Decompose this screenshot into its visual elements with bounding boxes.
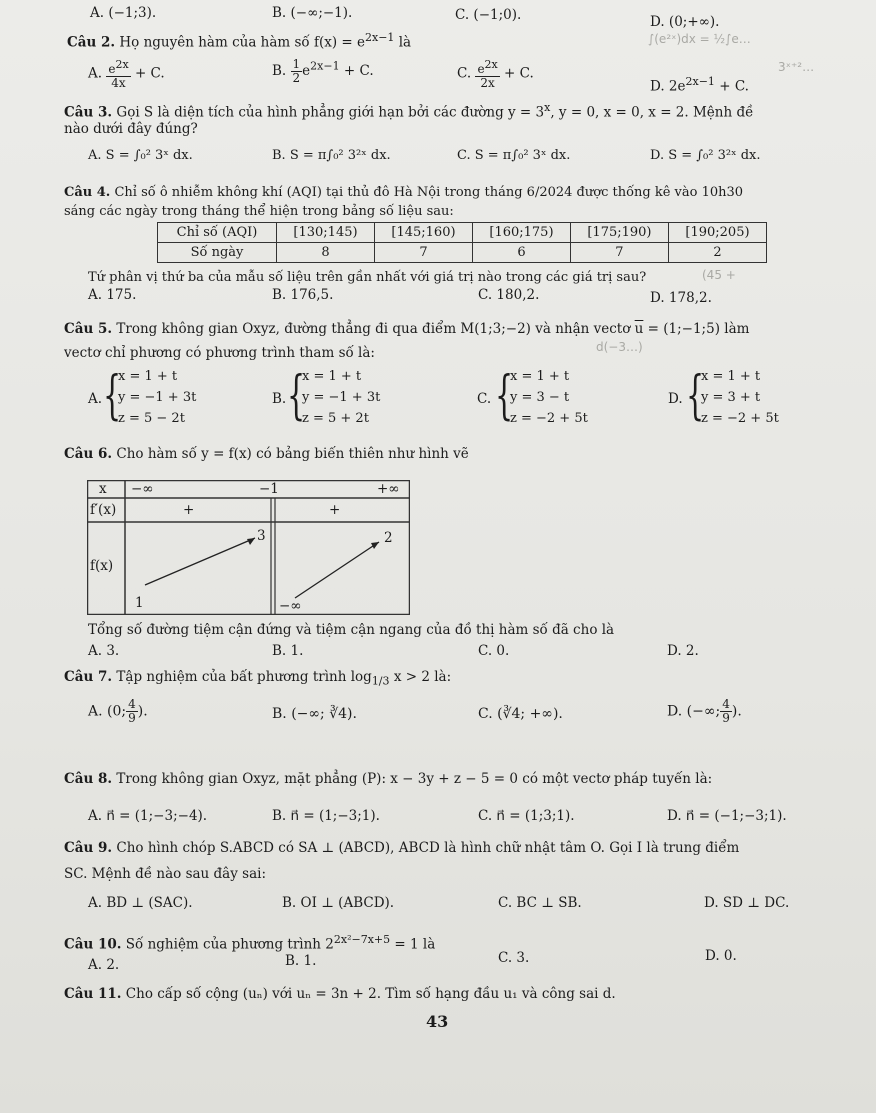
brace-icon: { [287,366,306,426]
q7-option-a[interactable]: A. (0; $\frac{4}{9}$ ). [88,697,148,725]
q9-stem: Câu 9. Cho hình chóp S.ABCD có SA ⊥ (ABCD), ABCD là hình chữ nhật tâm O. Gọi I là trung điểm [64,840,740,856]
q8-option-d[interactable]: D. n⃗ = (−1;−3;1). [667,808,787,824]
q9-stem-line2: SC. Mệnh đề nào sau đây sai: [64,866,266,882]
table-cell: 7 [570,243,668,263]
aqi-table [157,222,767,263]
q8-option-a[interactable]: A. n⃗ = (1;−3;−4). [88,808,208,824]
q3-stem-line2: nào dưới đây đúng? [64,121,198,137]
aqi-count-row [158,243,767,263]
exam-page: ∫(e²ˣ)dx = ½∫e… 3ˣ⁺²… (45 + d(−3…) A. (−1;3). B. (−∞;−1). C. (−1;0). D. (0;+∞). Câu 2. Họ nguyên hàm của hàm số $f(x) = e^{2x-1}$ là A. $\frac{e^{2x}}{4x}$ + C. B. $\frac{1}{2}$ $e^{2x-1} + C$. C. $\frac{e^{2x}}{2x}$ + C. D. $2e^{2x-1} + C$. Câu 3. Gọi S là diện tích của hình phẳng giới hạn bởi các đường $y = 3^x$, y = 0, x = 0, x = 2. Mệnh đề nào dưới đây đúng? A. S = ∫₀² 3ˣ dx. B. S = π∫₀² 3²ˣ dx. C. S = π∫₀² 3ˣ dx. D. S = ∫₀² 3²ˣ dx. Câu 4. Chỉ số ô nhiễm không khí (AQI) tại thủ đô Hà Nội trong tháng 6/2024 được thống kê vào 10h30 sáng các ngày trong tháng thể hiện trong bảng số liệu sau: Chỉ số (AQI) [130;145) [145;160) [160;175) [175;190) [190;205) Số ngày 8 7 6 7 2 Tứ phân vị thứ ba của mẫu số liệu trên gần nhất với giá trị nào trong các giá trị sau? A. 175. B. 176,5. C. 180,2. D. 178,2. Câu 5. Trong không gian Oxyz, đường thẳng đi qua điểm M(1;3;−2) và nhận vectơ $\overline{u}$ = (1;−1;5) làm vectơ chỉ phương có phương trình tham số là: A. { x = 1 + t y = −1 + 3t z = 5 − 2t B. { x = 1 + t y = −1 + 3t z = 5 + 2t C. { x = 1 + t y = 3 − t z = −2 + 5t D. { x = 1 + t y = 3 + t z = −2 + 5t Câu 6. Cho hàm số y = f(x) có bảng biến thiên như hình vẽ x −∞ −1 +∞ f′(x) + + f(x) 3 2 1 −∞ Tổng số đường tiệm cận đứng và tiệm cận ngang của đồ thị hàm số đã cho là A. 3. B. 1. C. 0. D. 2. Câu 7. Tập nghiệm của bất phương trình $\log_{1/3} x > 2$ là: A. (0; $\frac{4}{9}$ ). B. (−∞; ∛4). C. (∛4; +∞). D. (−∞; $\frac{4}{9}$ ). Câu 8. Trong không gian Oxyz, mặt phẳng (P): x − 3y + z − 5 = 0 có một vectơ pháp tuyến là: A. n⃗ = (1;−3;−4). B. n⃗ = (1;−3;1). C. n⃗ = (1;3;1). D. n⃗ = (−1;−3;1). Câu 9. Cho hình chóp S.ABCD có SA ⊥ (ABCD), ABCD là hình chữ nhật tâm O. Gọi I là trung điểm SC. Mệnh đề nào sau đây sai: A. BD ⊥ (SAC). B. OI ⊥ (ABCD). C. BC ⊥ SB. D. SD ⊥ DC. Câu 10. Số nghiệm của phương trình $2^{2x^2-7x+5} = 1$ là A. 2. B. 1. C. 3. D. 0. Câu 11. Cho cấp số cộng (uₙ) với uₙ = 3n + 2. Tìm số hạng đầu u₁ và công sai d. 43 [0,0,876,1113]
table-cell: [190;205) [668,223,766,243]
tbl-x-label: x [99,481,107,497]
pencil-scribble: ∫(e²ˣ)dx = ½∫e… [648,32,751,46]
brace-icon: { [686,366,705,426]
table-cell: [160;175) [472,223,570,243]
q7-option-c[interactable]: C. (∛4; +∞). [478,706,563,722]
q6-option-c[interactable]: C. 0. [478,643,510,659]
q3-option-c[interactable]: C. S = π∫₀² 3ˣ dx. [457,148,571,163]
q4-option-d[interactable]: D. 178,2. [650,290,712,306]
table-cell: 7 [374,243,472,263]
q3-stem: Câu 3. Gọi S là diện tích của hình phẳng giới hạn bởi các đường $y = 3^x$, y = 0, x = 0, x = 2. Mệnh đề [64,101,754,121]
table-cell: [145;160) [374,223,472,243]
increasing-arrow [145,538,255,585]
q7-option-b[interactable]: B. (−∞; ∛4). [272,706,357,722]
q6-option-d[interactable]: D. 2. [667,643,699,659]
tbl-value: −∞ [279,598,302,614]
q4-option-a[interactable]: A. 175. [88,287,137,303]
q7-option-d[interactable]: D. (−∞; $\frac{4}{9}$ ). [667,697,742,725]
q10-stem: Câu 10. Số nghiệm của phương trình $2^{2x^2-7x+5} = 1$ là [64,933,436,953]
tbl-neg-inf: −∞ [131,481,154,497]
pencil-scribble: d(−3…) [596,340,643,354]
tbl-value: 3 [257,528,266,544]
q4-stem-line2: sáng các ngày trong tháng thể hiện trong bảng số liệu sau: [64,204,454,219]
q4-stem: Câu 4. Chỉ số ô nhiễm không khí (AQI) tại thủ đô Hà Nội trong tháng 6/2024 được thống kê vào 10h30 [64,185,744,200]
table-cell: [175;190) [570,223,668,243]
q3-option-d[interactable]: D. S = ∫₀² 3²ˣ dx. [650,148,761,163]
q10-option-a[interactable]: A. 2. [88,957,120,973]
q1-option-d[interactable]: D. (0;+∞). [650,14,720,30]
q4-option-b[interactable]: B. 176,5. [272,287,334,303]
table-cell: 8 [277,243,375,263]
q6-option-a[interactable]: A. 3. [88,643,120,659]
q4-question: Tứ phân vị thứ ba của mẫu số liệu trên gần nhất với giá trị nào trong các giá trị sau? [88,270,647,285]
variation-table [87,480,410,615]
q9-option-d[interactable]: D. SD ⊥ DC. [704,895,790,911]
q7-stem: Câu 7. Tập nghiệm của bất phương trình $\log_{1/3} x > 2$ là: [64,669,452,688]
q3-option-a[interactable]: A. S = ∫₀² 3ˣ dx. [88,148,193,163]
tbl-fx-label: f(x) [90,558,114,574]
q6-option-b[interactable]: B. 1. [272,643,304,659]
q8-option-c[interactable]: C. n⃗ = (1;3;1). [478,808,575,824]
tbl-value: 2 [384,530,393,546]
tbl-minus-one: −1 [259,481,279,497]
q2-option-c[interactable]: C. $\frac{e^{2x}}{2x}$ + C. [457,58,534,90]
q4-option-c[interactable]: C. 180,2. [478,287,540,303]
q6-stem: Câu 6. Cho hàm số y = f(x) có bảng biến thiên như hình vẽ [64,446,469,462]
q10-option-c[interactable]: C. 3. [498,950,530,966]
table-cell: Chỉ số (AQI) [158,223,277,243]
tbl-sign: + [183,502,195,518]
q10-option-b[interactable]: B. 1. [285,953,317,969]
q6-question: Tổng số đường tiệm cận đứng và tiệm cận ngang của đồ thị hàm số đã cho là [88,622,615,638]
tbl-fprime-label: f′(x) [90,502,117,518]
q5-stem: Câu 5. Trong không gian Oxyz, đường thẳng đi qua điểm M(1;3;−2) và nhận vectơ $\overline{u}$ = (1;−1;5) làm [64,321,750,337]
pencil-scribble: (45 + [702,268,736,282]
q2-stem: Câu 2. Họ nguyên hàm của hàm số $f(x) = e^{2x-1}$ là [67,31,412,51]
table-cell: 2 [668,243,766,263]
q9-option-c[interactable]: C. BC ⊥ SB. [498,895,582,911]
q1-option-a[interactable]: A. (−1;3). [90,5,157,21]
brace-icon: { [103,366,122,426]
pencil-scribble: 3ˣ⁺²… [778,60,815,74]
q3-option-b[interactable]: B. S = π∫₀² 3²ˣ dx. [272,148,391,163]
q5-stem-line2: vectơ chỉ phương có phương trình tham số là: [64,345,375,361]
table-cell: [130;145) [277,223,375,243]
q10-option-d[interactable]: D. 0. [705,948,737,964]
increasing-arrow [295,542,379,598]
q2-option-a[interactable]: A. $\frac{e^{2x}}{4x}$ + C. [88,58,165,90]
table-cell: 6 [472,243,570,263]
q9-option-a[interactable]: A. BD ⊥ (SAC). [88,895,193,911]
aqi-header-row [158,223,767,243]
tbl-value: 1 [135,595,144,611]
table-cell: Số ngày [158,243,277,263]
page-number: 43 [426,1012,449,1031]
q8-stem: Câu 8. Trong không gian Oxyz, mặt phẳng (P): x − 3y + z − 5 = 0 có một vectơ pháp tuyến là: [64,771,713,787]
q11-stem: Câu 11. Cho cấp số cộng (uₙ) với uₙ = 3n + 2. Tìm số hạng đầu u₁ và công sai d. [64,986,616,1002]
q2-option-b[interactable]: B. $\frac{1}{2}$ $e^{2x-1} + C$. [272,57,374,85]
q8-option-b[interactable]: B. n⃗ = (1;−3;1). [272,808,380,824]
q1-option-b[interactable]: B. (−∞;−1). [272,5,353,21]
tbl-pos-inf: +∞ [377,481,400,497]
q9-option-b[interactable]: B. OI ⊥ (ABCD). [282,895,395,911]
q1-option-c[interactable]: C. (−1;0). [455,7,522,23]
q2-label: Câu 2. [67,34,116,51]
q2-option-d[interactable]: D. $2e^{2x-1} + C$. [650,75,749,95]
brace-icon: { [495,366,514,426]
tbl-sign: + [329,502,341,518]
